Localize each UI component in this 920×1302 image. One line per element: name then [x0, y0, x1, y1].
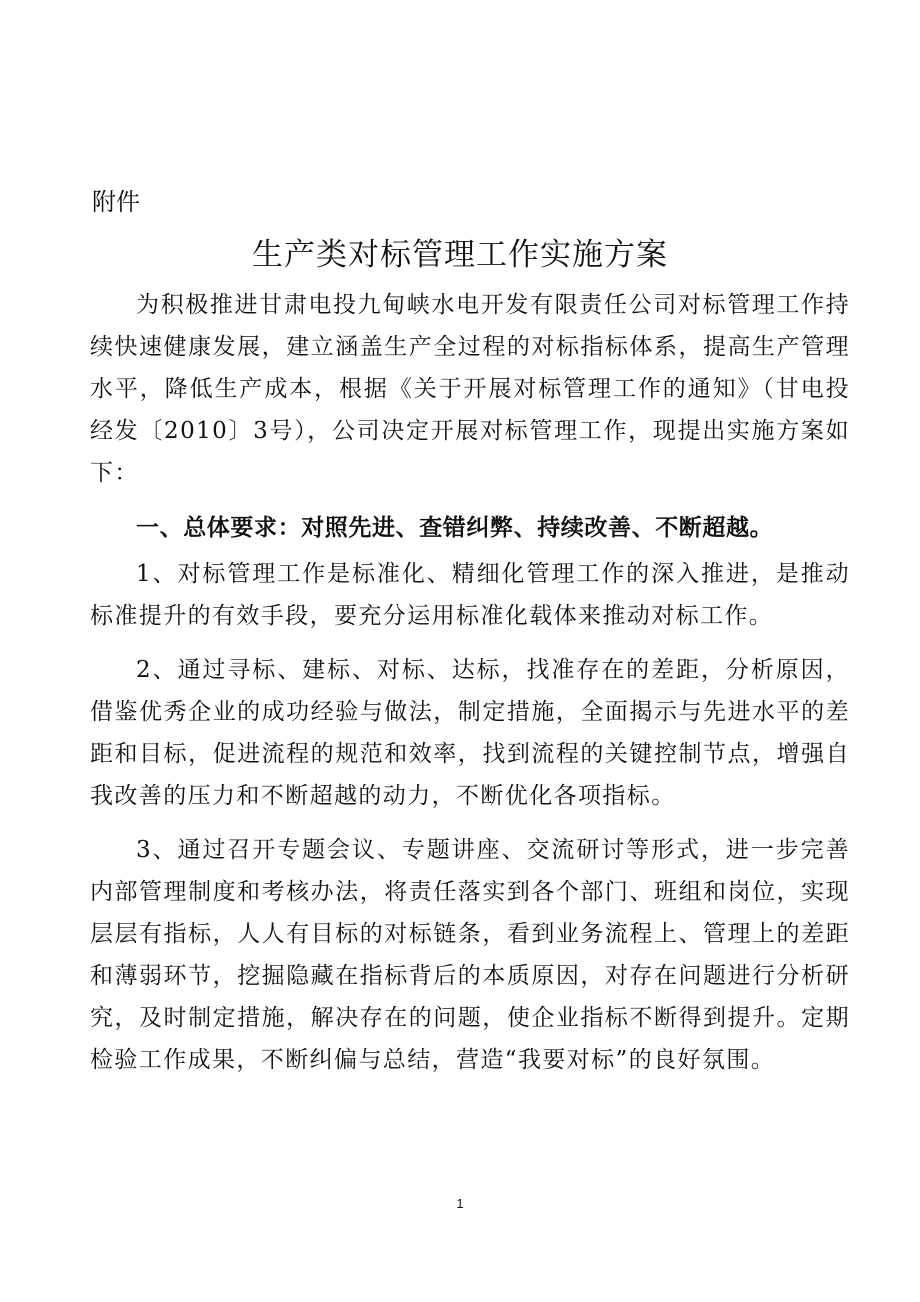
list-item: 3、通过召开专题会议、专题讲座、交流研讨等形式，进一步完善内部管理制度和考核办法，将责任落实到各个部门、班组和岗位，实现层层有指标，人人有目标的对标链条，看到业务流程上、管理上的差距和薄弱环节，挖掘隐藏在指标背后的本质原因，对存在问题进行分析研究，及时制定措施，解决存在的问题，使企业指标不断得到提升。定期检验工作成果，不断纠偏与总结，营造“我要对标”的良好氛围。 — [90, 837, 850, 1073]
intro-paragraph: 为积极推进甘肃电投九甸峡水电开发有限责任公司对标管理工作持续快速健康发展，建立涵盖生产全过程的对标指标体系，提高生产管理水平，降低生产成本，根据《关于开展对标管理工作的通知》（甘电投经发〔2010〕3号），公司决定开展对标管理工作，现提出实施方案如下： — [90, 292, 850, 486]
attachment-label: 附件 — [92, 188, 140, 216]
document-body — [90, 284, 850, 1081]
list-item: 1、对标管理工作是标准化、精细化管理工作的深入推进，是推动标准提升的有效手段，要充分运用标准化载体来推动对标工作。 — [90, 561, 850, 629]
section-heading: 一、总体要求：对照先进、查错纠弊、持续改善、不断超越。 — [136, 515, 774, 541]
document-title: 生产类对标管理工作实施方案 — [252, 237, 668, 273]
list-item: 2、通过寻标、建标、对标、达标，找准存在的差距，分析原因，借鉴优秀企业的成功经验与做法，制定措施，全面揭示与先进水平的差距和目标，促进流程的规范和效率，找到流程的关键控制节点，增强自我改善的压力和不断超越的动力，不断优化各项指标。 — [90, 657, 850, 809]
page-number: 1 — [456, 1196, 464, 1211]
